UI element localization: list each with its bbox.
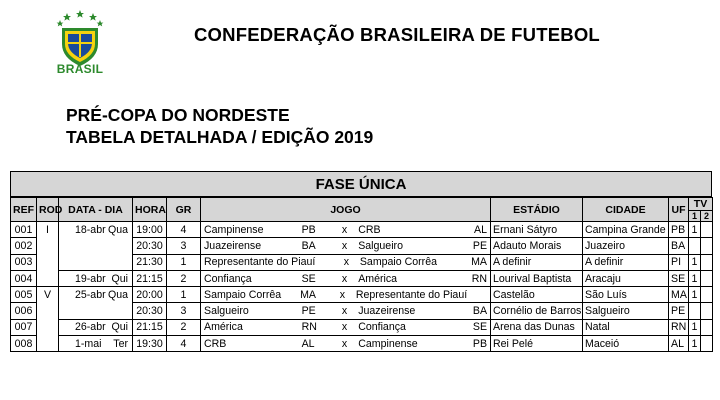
home-team-uf: AL [301, 337, 315, 350]
cell-estadio: Rei Pelé [491, 336, 583, 352]
away-team: CRB [358, 223, 381, 236]
cell-rod: I [37, 222, 59, 238]
col-tv: TV [689, 198, 713, 211]
date-day-group [59, 289, 132, 301]
cell-uf: RN [669, 319, 689, 335]
cell-estadio: A definir [491, 254, 583, 270]
cell-ref: 005 [11, 287, 37, 303]
versus-mark: x [341, 223, 348, 236]
cell-uf: PE [669, 303, 689, 319]
cell-day: Qui [111, 321, 128, 334]
table-row [11, 254, 713, 270]
cell-tv1: 1 [689, 270, 701, 286]
date-day-group [59, 338, 132, 350]
home-team-uf: PB [301, 223, 316, 236]
cell-date: 18-abr [75, 223, 106, 236]
home-team: América [204, 321, 243, 334]
away-team-uf: AL [474, 223, 488, 236]
cell-rod [37, 270, 59, 286]
phase-title: FASE ÚNICA [10, 171, 712, 197]
cell-gr: 4 [167, 336, 201, 352]
competition-title: PRÉ-COPA DO NORDESTE [66, 105, 290, 125]
cell-data-dia [59, 238, 133, 254]
cell-date: 26-abr [75, 321, 106, 334]
cell-tv2 [701, 303, 713, 319]
cell-rod: V [37, 287, 59, 303]
cell-date: 1-mai [75, 337, 102, 350]
home-team: Representante do Piauí [204, 256, 316, 269]
cell-tv2 [701, 336, 713, 352]
cell-cidade: Maceió [583, 336, 669, 352]
versus-mark: x [341, 272, 348, 285]
away-team: Salgueiro [358, 239, 403, 252]
away-team: América [358, 272, 398, 285]
cell-jogo [201, 303, 491, 319]
table-row [11, 270, 713, 286]
cell-hora: 20:30 [133, 303, 167, 319]
cell-uf: SE [669, 270, 689, 286]
cell-tv2 [701, 222, 713, 238]
cell-tv1 [689, 238, 701, 254]
cell-estadio: Castelão [491, 287, 583, 303]
cell-rod [37, 238, 59, 254]
cell-gr: 2 [167, 319, 201, 335]
table-row [11, 303, 713, 319]
table-row [11, 287, 713, 303]
cell-jogo [201, 238, 491, 254]
cell-tv2 [701, 319, 713, 335]
schedule-table-wrapper [10, 171, 712, 352]
cell-gr: 3 [167, 238, 201, 254]
cell-estadio: Arena das Dunas [491, 319, 583, 335]
cell-data-dia [59, 287, 133, 303]
cell-tv1 [689, 303, 701, 319]
home-team-uf: RN [301, 321, 317, 334]
cell-gr: 2 [167, 270, 201, 286]
away-team-uf: SE [472, 321, 488, 334]
away-team: Confiança [358, 321, 406, 334]
home-team-uf: PE [301, 305, 316, 318]
cell-tv1: 1 [689, 336, 701, 352]
table-row [11, 222, 713, 238]
cell-rod [37, 254, 59, 270]
match-group [201, 222, 490, 237]
cell-cidade: Juazeiro [583, 238, 669, 254]
cell-ref: 006 [11, 303, 37, 319]
away-team-uf: PE [472, 239, 488, 252]
away-team: Sampaio Corrêa [359, 256, 437, 269]
match-group [201, 238, 490, 253]
cell-gr: 4 [167, 222, 201, 238]
cell-jogo [201, 222, 491, 238]
cell-hora: 20:00 [133, 287, 167, 303]
cell-tv1: 1 [689, 222, 701, 238]
home-team-uf: BA [301, 239, 316, 252]
cell-jogo [201, 287, 491, 303]
cell-gr: 1 [167, 254, 201, 270]
cell-tv2 [701, 270, 713, 286]
cell-tv1: 1 [689, 319, 701, 335]
cell-data-dia [59, 303, 133, 319]
match-group [201, 287, 490, 302]
cell-tv2 [701, 254, 713, 270]
table-header-row [11, 198, 713, 211]
versus-mark: x [339, 288, 346, 301]
logo-text: BRASIL [56, 62, 104, 76]
cell-data-dia [59, 222, 133, 238]
col-tv-2: 2 [701, 211, 713, 222]
col-hora: HORA [133, 198, 167, 222]
cell-uf: PI [669, 254, 689, 270]
cell-hora: 19:30 [133, 336, 167, 352]
cell-day: Qui [111, 272, 128, 285]
home-team: CRB [204, 337, 227, 350]
cell-cidade: Natal [583, 319, 669, 335]
cell-tv1: 1 [689, 287, 701, 303]
home-team: Campinense [204, 223, 264, 236]
cell-jogo [201, 336, 491, 352]
cell-ref: 008 [11, 336, 37, 352]
versus-mark: x [343, 256, 350, 269]
col-estadio: ESTÁDIO [491, 198, 583, 222]
cell-jogo [201, 319, 491, 335]
cell-data-dia [59, 254, 133, 270]
versus-mark: x [341, 305, 348, 318]
cell-uf: MA [669, 287, 689, 303]
away-team: Campinense [358, 337, 418, 350]
cell-cidade: A definir [583, 254, 669, 270]
cell-data-dia [59, 319, 133, 335]
col-tv-1: 1 [689, 211, 701, 222]
cell-data-dia [59, 270, 133, 286]
versus-mark: x [341, 337, 348, 350]
schedule-table [10, 197, 713, 352]
cell-day: Qua [107, 223, 128, 236]
away-team: Juazeirense [358, 305, 416, 318]
cell-estadio: Adauto Morais [491, 238, 583, 254]
cell-ref: 001 [11, 222, 37, 238]
away-team-uf: RN [471, 272, 488, 285]
cell-gr: 1 [167, 287, 201, 303]
away-team-uf: MA [471, 256, 487, 269]
match-group [201, 320, 490, 335]
match-group [201, 255, 490, 270]
home-team: Juazeirense [204, 239, 262, 252]
cell-gr: 3 [167, 303, 201, 319]
cell-tv2 [701, 238, 713, 254]
cell-rod [37, 303, 59, 319]
org-title: CONFEDERAÇÃO BRASILEIRA DE FUTEBOL [194, 24, 600, 45]
home-team: Salgueiro [204, 305, 249, 318]
cell-estadio: Lourival Baptista [491, 270, 583, 286]
col-ref: REF [11, 198, 37, 222]
cell-uf: PB [669, 222, 689, 238]
away-team-uf: PB [472, 337, 488, 350]
cell-rod [37, 336, 59, 352]
cell-cidade: Campina Grande [583, 222, 669, 238]
home-team: Sampaio Corrêa [204, 288, 282, 301]
cell-hora: 20:30 [133, 238, 167, 254]
date-day-group [59, 273, 132, 285]
cell-jogo [201, 254, 491, 270]
cell-date: 25-abr [75, 289, 106, 302]
table-row [11, 319, 713, 335]
col-gr: GR [167, 198, 201, 222]
col-cidade: CIDADE [583, 198, 669, 222]
date-day-group [59, 224, 132, 236]
match-group [201, 336, 490, 351]
cell-day: Ter [113, 337, 128, 350]
cell-tv2 [701, 287, 713, 303]
cell-hora: 21:30 [133, 254, 167, 270]
cell-tv1: 1 [689, 254, 701, 270]
match-group [201, 271, 490, 286]
col-rod: ROD [37, 198, 59, 222]
cell-ref: 003 [11, 254, 37, 270]
cell-date: 19-abr [75, 272, 106, 285]
away-team: Representante do Piauí [355, 288, 468, 301]
cell-cidade: Salgueiro [583, 303, 669, 319]
home-team-uf: SE [301, 272, 316, 285]
date-day-group [59, 321, 132, 333]
cell-cidade: Aracaju [583, 270, 669, 286]
cell-uf: BA [669, 238, 689, 254]
table-row [11, 336, 713, 352]
cell-hora: 19:00 [133, 222, 167, 238]
versus-mark: x [341, 321, 348, 334]
home-team-uf: MA [300, 288, 316, 301]
competition-title-block [66, 104, 373, 148]
cell-ref: 007 [11, 319, 37, 335]
cell-rod [37, 319, 59, 335]
cell-estadio: Ernani Sátyro [491, 222, 583, 238]
cell-ref: 004 [11, 270, 37, 286]
cell-ref: 002 [11, 238, 37, 254]
cell-day: Qua [107, 289, 128, 302]
cell-uf: AL [669, 336, 689, 352]
cell-cidade: São Luís [583, 287, 669, 303]
versus-mark: x [341, 239, 348, 252]
cell-hora: 21:15 [133, 319, 167, 335]
col-uf: UF [669, 198, 689, 222]
col-jogo: JOGO [201, 198, 491, 222]
cell-estadio: Cornélio de Barros [491, 303, 583, 319]
match-group [201, 303, 490, 318]
competition-subtitle: TABELA DETALHADA / EDIÇÃO 2019 [66, 127, 374, 147]
home-team: Confiança [204, 272, 252, 285]
away-team-uf: BA [472, 305, 488, 318]
col-data-dia: DATA - DIA [59, 198, 133, 222]
cell-jogo [201, 270, 491, 286]
table-row [11, 238, 713, 254]
cell-hora: 21:15 [133, 270, 167, 286]
cell-data-dia [59, 336, 133, 352]
